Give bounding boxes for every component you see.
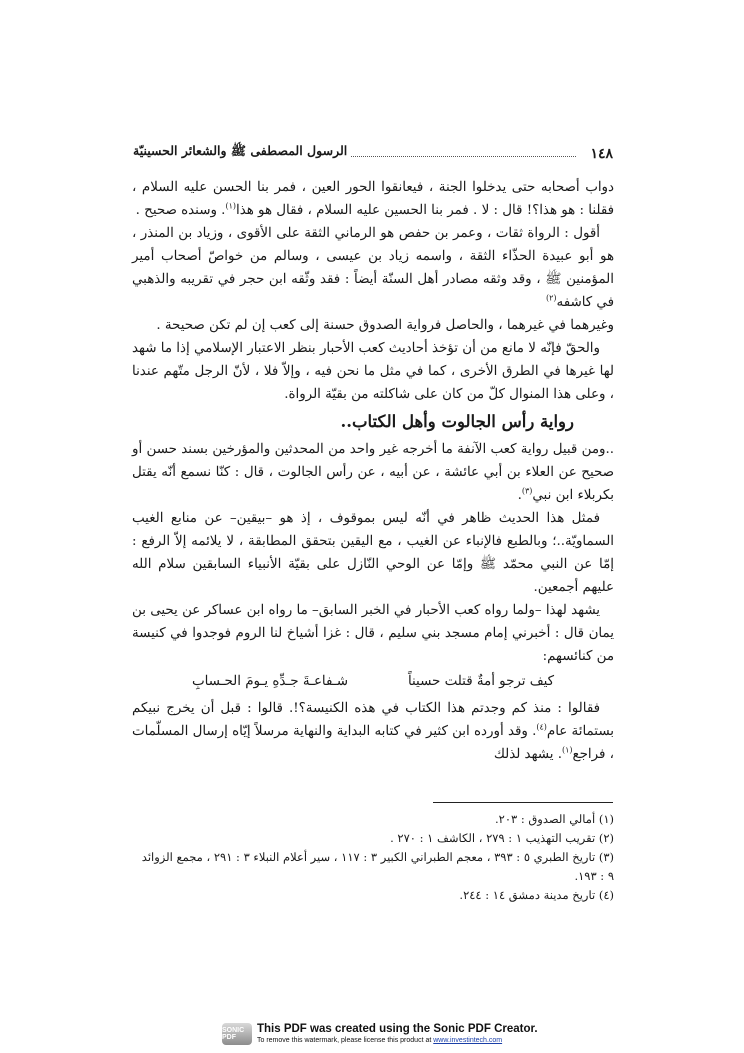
- paragraph-2: أقول : الرواة ثقات ، وعمر بن حفص هو الرماني الثقة على الأقوى ، وزياد بن المنذر ، هو أبو عبيدة الحذّاء الثقة ، واسمه زياد بن عيسى ، وسالم من خواصّ أصحاب أمير المؤمنين ﷺ ، وقد وثقه مصادر أهل السنّة أيضاً : فقد وثّقه ابن حجر في تقريبه والذهبي في كاشفه$^{(٢)}$: [132, 226, 614, 310]
- footnote-ref-2: (٢): [546, 293, 557, 303]
- footnote-ref-3: (٣): [521, 486, 533, 496]
- sonic-pdf-logo-icon: SONIC PDF: [222, 1023, 252, 1045]
- poem-hemistich-left: شـفاعـةَ جـدِّهِ يـومَ الحـسابِ: [191, 674, 348, 689]
- paragraph-3: وغيرهما في غيرهما ، والحاصل فرواية الصدوق حسنة إلى كعب إن لم تكن صحيحة .: [156, 318, 614, 333]
- watermark-link[interactable]: www.investintech.com: [433, 1037, 503, 1044]
- footnote-4: (٤) تاريخ مدينة دمشق ١٤ : ٢٤٤.: [459, 888, 614, 902]
- footnote-ref-4: (٤): [536, 722, 547, 732]
- footnote-ref-1: (١): [225, 201, 236, 211]
- watermark-line-1: This PDF was created using the Sonic PDF Creator.: [257, 1023, 538, 1035]
- paragraph-5: ..ومن قبيل رواية كعب الآنفة ما أخرجه غير واحد من المحدثين والمؤرخين بسند حسن أو صحيح عن العلاء بن أبي عائشة ، عن أبيه ، عن رأس الجالوت ، قال : كنّا نسمع أنّه يقتل بكربلاء ابن نبي$^{(٣)}$.: [132, 442, 614, 503]
- poem-verse: [132, 670, 614, 693]
- poem-hemistich-right: كيف ترجو أمةٌ قتلت حسيناً: [407, 674, 555, 689]
- footnote-1: (١) أمالي الصدوق : ٢٠٣.: [495, 812, 614, 826]
- running-header: [133, 140, 613, 162]
- footnote-2: (٢) تقريب التهذيب ١ : ٢٧٩ ، الكاشف ١ : ٢٧٠ .: [390, 831, 614, 845]
- watermark-line-2: To remove this watermark, please license this product at www.investintech.com: [257, 1037, 503, 1044]
- running-title: الرسول المصطفى ﷺ والشعائر الحسينيّة: [133, 143, 348, 158]
- paragraph-7: يشهد لهذا –ولما رواه كعب الأحبار في الخبر السابق– ما رواه ابن عساكر عن يحيى بن يمان قال : أخبرني إمام مسجد بني سليم ، قال : غزا أشياخ لنا الروم فوجدوا في كنيسة من كنائسهم:: [132, 603, 614, 664]
- footnote-3: (٣) تاريخ الطبري ٥ : ٣٩٣ ، معجم الطبراني الكبير ٣ : ١١٧ ، سير أعلام النبلاء ٣ : ٢٩١ ، مجمع الزوائد ٩ : ١٩٣.: [141, 850, 614, 883]
- paragraph-1: دواب أصحابه حتى يدخلوا الجنة ، فيعانقوا الحور العين ، فمر بنا الحسن عليه السلام ، فقلنا : هو هذا؟! قال : لا . فمر بنا الحسين عليه السلام ، فقال هو هذا$^{(١)}$. وسنده صحيح .: [132, 180, 614, 218]
- page-number: ١٤٨: [590, 146, 613, 162]
- footnote-separator: [433, 802, 613, 803]
- main-text: [132, 176, 614, 766]
- paragraph-8: فقالوا : منذ كم وجدتم هذا الكتاب في هذه الكنيسة؟!. قالوا : قبل أن يخرج نبيكم بستمائة عام$^{(٤)}$. وقد أورده ابن كثير في كتابه البداية والنهاية مرسلاً إيّاه إرسال المسلّمات ، فراجع$^{(١)}$. يشهد لذلك: [132, 701, 614, 762]
- paragraph-4: والحقّ فإنّه لا مانع من أن تؤخذ أحاديث كعب الأحبار بنظر الاعتبار الإسلامي إذا ما شهد لها غيرها في الطرق الأخرى ، كما في مثل ما نحن فيه ، وإلاّ فلا ، لأنّ الرجل متّهم عندنا ، وعلى هذا المنوال كلّ من كان على شاكلته من بقيّة الرواة.: [132, 341, 614, 402]
- paragraph-6: فمثل هذا الحديث ظاهر في أنّه ليس بموقوف ، إذ هو –بيقين– عن منابع الغيب السماويّة..؛ وبالطبع فالإنباء عن الغيب ، مع اليقين بتحقق المطابقة ، لا يلائمه إلاّ الرفع : إمّا عن النبي محمّد ﷺ وإمّا عن الوحي النّازل على بقيّة الأنبياء السابقين سلام الله عليهم أجمعين.: [132, 511, 614, 595]
- footnote-ref-1b: (١): [561, 745, 573, 755]
- watermark-banner: [222, 1019, 542, 1049]
- header-leader-dots: [351, 156, 576, 157]
- section-heading: رواية رأس الجالوت وأهل الكتاب..: [340, 412, 574, 431]
- watermark-text: [257, 1023, 538, 1045]
- footnotes: [132, 810, 614, 905]
